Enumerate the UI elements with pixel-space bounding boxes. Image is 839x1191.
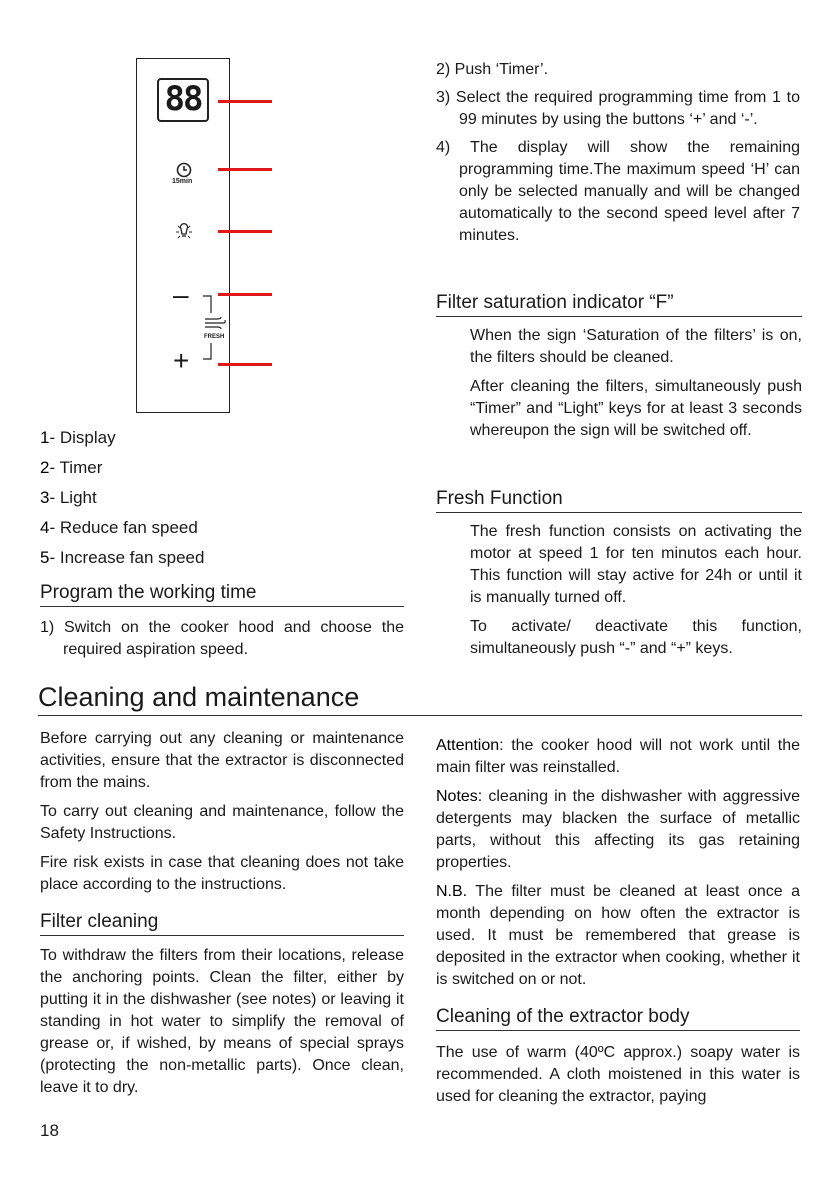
control-panel [136, 58, 230, 413]
cleaning-right-column [436, 735, 800, 1108]
callout-line-minus [218, 293, 272, 296]
fresh-p1: The fresh function consists on activating the motor at speed 1 for ten minutos each hour. This function will stay active for 24h or until it is manually turned off. [470, 523, 802, 606]
filter-saturation-heading: Filter saturation indicator “F” [436, 291, 802, 317]
filter-saturation-section [436, 291, 802, 442]
legend-list [40, 427, 400, 577]
step-2: 2) Push ‘Timer’. [436, 61, 549, 78]
timer-steps [436, 59, 800, 247]
callout-line-display [218, 100, 272, 103]
body-cleaning-p1: The use of warm (40ºC approx.) soapy water is recommended. A cloth moistened in this water is used for cleaning the extractor, paying [436, 1044, 800, 1105]
filter-saturation-p2: After cleaning the filters, simultaneously push “Timer” and “Light” keys for at least 3 seconds whereupon the sign will be switched off. [470, 378, 802, 439]
step-3: 3) Select the required programming time from 1 to 99 minutes by using the buttons ‘+’ and ‘-’. [436, 89, 800, 128]
timer-icon [175, 161, 193, 179]
step-4: 4) The display will show the remaining programming time.The maximum speed ‘H’ can only be selected manually and will be changed automatically to the second speed level after 7 minutes. [436, 139, 800, 244]
nb-paragraph: N.B. The filter must be cleaned at least once a month depending on how often the extractor is used. It must be remembered that grease is deposited in the extractor when cooking, whether it is switched on or not. [436, 883, 800, 988]
body-cleaning-heading: Cleaning of the extractor body [436, 1005, 800, 1031]
attention-paragraph: Attention: the cooker hood will not work until the main filter was reinstalled. [436, 737, 800, 776]
program-heading: Program the working time [40, 581, 404, 607]
program-section [40, 581, 404, 661]
display-88: 88 [157, 78, 209, 122]
legend-item: 1- Display [40, 428, 116, 447]
cleaning-p2: To carry out cleaning and maintenance, follow the Safety Instructions. [40, 803, 404, 842]
attention-label: Attention [436, 737, 500, 754]
cleaning-heading: Cleaning and maintenance [38, 681, 802, 716]
fresh-heading: Fresh Function [436, 487, 802, 513]
cleaning-title-block [38, 681, 802, 716]
legend-item: 2- Timer [40, 458, 103, 477]
cleaning-p1: Before carrying out any cleaning or maintenance activities, ensure that the extractor is disconnected from the mains. [40, 730, 404, 791]
timer-label: 15min [172, 178, 193, 185]
legend-item: 4- Reduce fan speed [40, 518, 198, 537]
notes-label: Notes: [436, 788, 483, 805]
fresh-label: FRESH [204, 334, 225, 340]
cleaning-p3: Fire risk exists in case that cleaning does not take place according to the instructions. [40, 854, 404, 893]
notes-paragraph: Notes: cleaning in the dishwasher with aggressive detergents may blacken the surface of metallic parts, without this affecting its gas retaining properties. [436, 788, 800, 871]
fresh-section [436, 487, 802, 660]
callout-line-light [218, 230, 272, 233]
program-step-1: 1) Switch on the cooker hood and choose the required aspiration speed. [40, 619, 404, 658]
callout-line-timer [218, 168, 272, 171]
legend-item: 5- Increase fan speed [40, 548, 205, 567]
cleaning-left-column [40, 728, 404, 1099]
nb-label: N.B. [436, 883, 468, 900]
legend-item: 3- Light [40, 488, 97, 507]
filter-saturation-p1: When the sign ‘Saturation of the filters’ is on, the filters should be cleaned. [470, 327, 802, 366]
minus-button[interactable]: – [173, 279, 189, 310]
fresh-air-icon [203, 316, 227, 330]
filter-cleaning-heading: Filter cleaning [40, 910, 404, 936]
fresh-p2: To activate/ deactivate this function, simultaneously push “-” and “+” keys. [470, 618, 802, 657]
filter-cleaning-p1: To withdraw the filters from their locations, release the anchoring points. Clean the filter, either by putting it in the dishwasher (see notes) or leaving it standing in hot water to simplify the removal of grease or, if wished, by means of special sprays (protecting the non-metallic parts). Once clean, leave it to dry. [40, 947, 404, 1096]
callout-line-plus [218, 363, 272, 366]
page-number: 18 [40, 1121, 59, 1140]
light-icon [174, 222, 194, 242]
plus-button[interactable]: + [173, 345, 190, 376]
